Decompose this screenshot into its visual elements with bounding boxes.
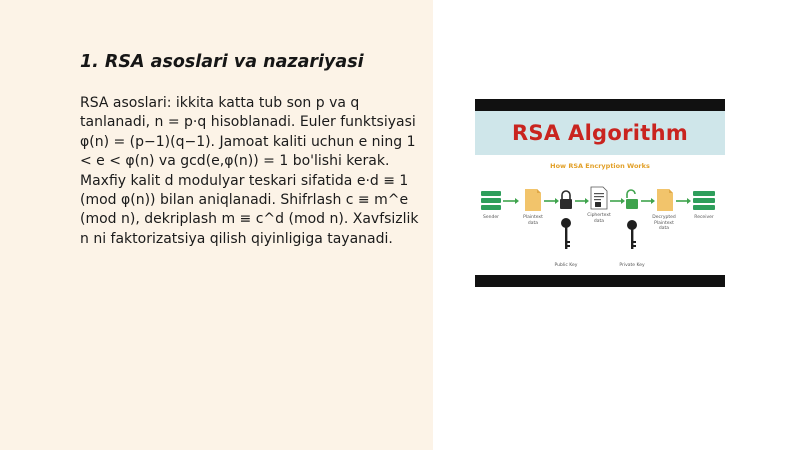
decrypted-document-icon <box>657 189 673 211</box>
decrypted-label: Decrypted Plaintext data <box>652 215 676 231</box>
receiver-label: Receiver <box>694 215 714 220</box>
closed-lock-icon <box>560 191 572 209</box>
private-key-label: Private Key <box>619 263 645 268</box>
public-key-label: Public Key <box>554 263 578 268</box>
arrow-icon <box>687 198 691 204</box>
arrow-icon <box>621 198 625 204</box>
arrow-icon <box>555 198 559 204</box>
arrow-icon <box>651 198 655 204</box>
slide-title: 1. RSA asoslari va nazariyasi <box>80 52 364 72</box>
slide-body-text: RSA asoslari: ikkita katta tub son p va q tanlanadi, n = p·q hisoblanadi. Euler funktsiyasi φ(n) = (p−1)(q−1). Jamoat kaliti uchun e ning 1 < e < φ(n) va gcd(e,φ(n)) = 1 bo'lishi kerak. Maxfiy kalit d modulyar teskari sifatida e·d ≡ 1 (mod φ(n)) bilan aniqlanadi. Shifrlash c ≡ m^e (mod n), dekriplash m ≡ c^d (mod n). Xavfsizlik n ni faktorizatsiya qilish qiyinligiga tayanadi. <box>80 95 419 247</box>
diagram-subtitle: How RSA Encryption Works <box>550 162 650 170</box>
diagram-header <box>475 111 725 155</box>
ciphertext-document-icon <box>591 187 607 209</box>
diagram-title: RSA Algorithm <box>511 121 689 145</box>
public-key-icon <box>561 218 571 249</box>
open-lock-icon <box>626 190 638 209</box>
plaintext-label: Plaintext data <box>523 215 543 226</box>
ciphertext-label: Ciphertext data <box>587 213 611 224</box>
diagram-body <box>475 155 725 275</box>
receiver-server-icon <box>693 191 715 210</box>
sender-label: Sender <box>483 215 499 220</box>
arrow-icon <box>515 198 519 204</box>
sender-server-icon <box>481 191 501 210</box>
private-key-icon <box>627 220 637 249</box>
rsa-diagram-image <box>475 99 725 287</box>
arrow-icon <box>585 198 589 204</box>
plaintext-document-icon <box>525 189 541 211</box>
